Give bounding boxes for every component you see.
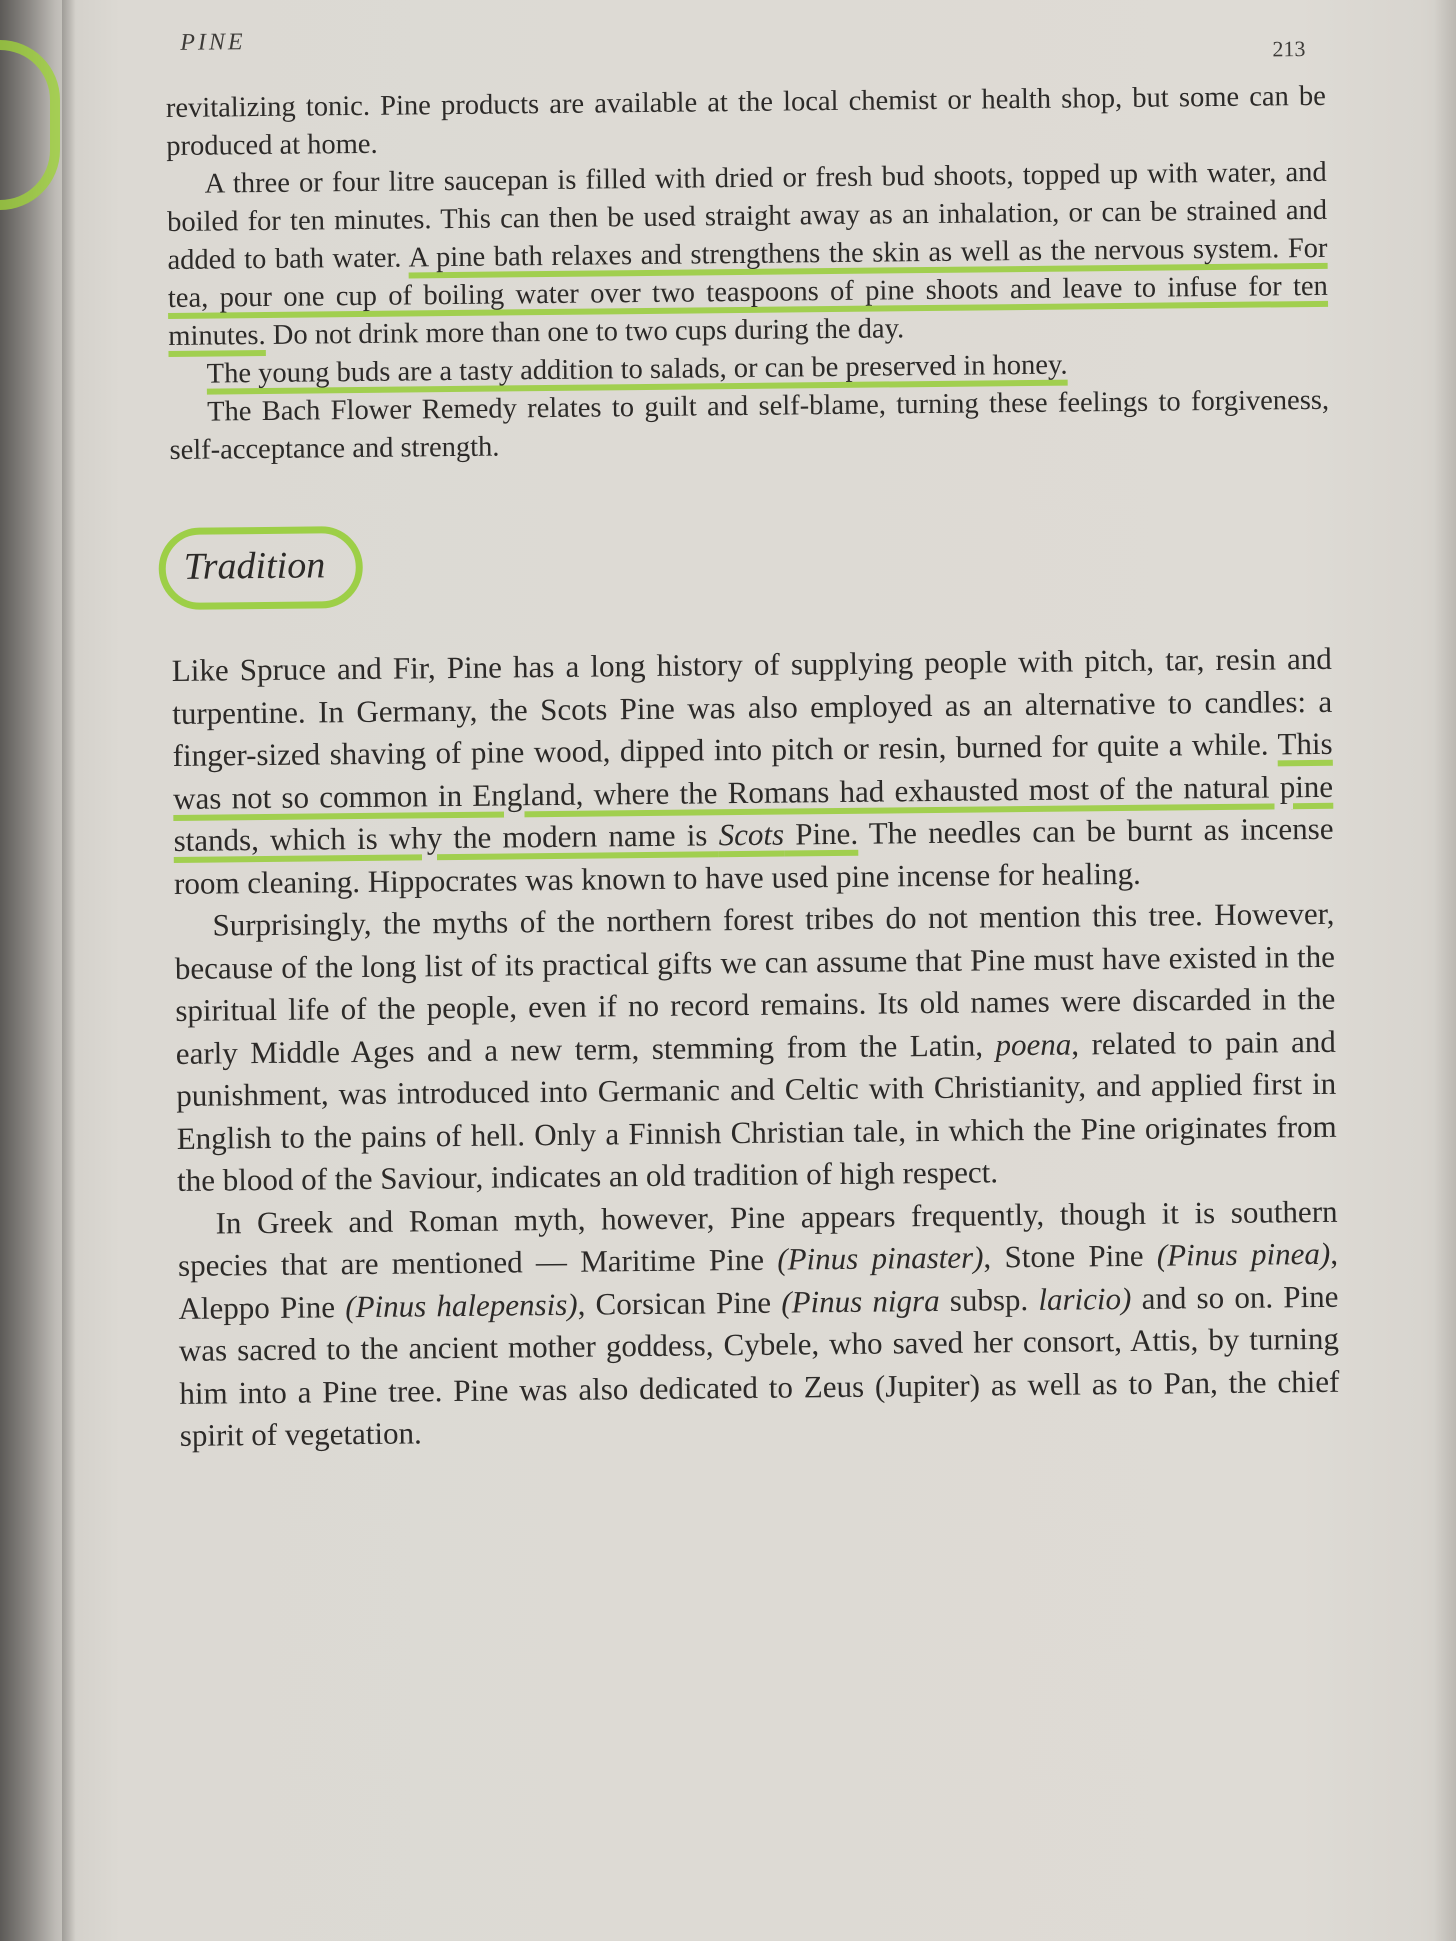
text-run: Like Spruce and Fir, Pine has a long history of supplying people with pitch, tar, resin and turpentine. In Germany, the Scots Pine was also employed as an alternative to candles: a finger-sized shaving of pine wood, dipped into pitch or resin, burned for quite a while. — [171, 640, 1333, 773]
paragraph-spruce-fir — [172, 638, 1335, 905]
running-head — [165, 8, 1326, 90]
text-run: , Aleppo Pine — [178, 1235, 1339, 1326]
tradition-text — [172, 638, 1340, 1458]
paragraph-saucepan — [167, 154, 1329, 356]
book-page — [165, 8, 1340, 1458]
text-run: Surprisingly, the myths of the northern forest tribes do not mention this tree. However, because of the long list of its practical gifts we can assume that Pine must have existed in the spiritual life of the people, even if no record remains. Its old names were discarded in the early Middle Ages and a new term, stemming from the Latin, — [174, 895, 1336, 1071]
text-run: , Corsican Pine — [577, 1284, 782, 1322]
text-run: Do not drink more than one to two cups during the day. — [265, 313, 905, 351]
italic-text: poena — [995, 1026, 1072, 1062]
text-run: and so on. Pine was sacred to the ancient mother goddess, Cybele, who saved her consort, Attis, by turning him into a Pine tree. Pine was also dedicated to Zeus (Jupiter) as well as to Pan, the chief spirit of vegetation. — [178, 1278, 1340, 1453]
text-run: In Greek and Roman myth, however, Pine appears frequently, though it is southern species that are mentioned — Maritime Pine — [177, 1193, 1338, 1283]
upper-text — [166, 78, 1330, 470]
paragraph-greek-roman — [177, 1190, 1340, 1457]
highlighted-text: The young buds are a tasty addition to salads, or can be preserved in honey. — [206, 349, 1068, 390]
paragraph-continuation: revitalizing tonic. Pine products are available at the local chemist or health shop, but some can be produced at home. — [165, 80, 1327, 162]
italic-text: (Pinus pinea) — [1156, 1235, 1331, 1273]
margin-highlighter-mark — [0, 40, 60, 210]
section-heading-circle — [158, 526, 362, 610]
text-run: , Stone Pine — [983, 1237, 1157, 1275]
text-run: This was not so common in England, where the Romans had exhausted most of the natural pine stands, which is why the modern name is — [172, 725, 1334, 858]
italic-text: (Pinus nigra — [781, 1282, 940, 1320]
italic-text: laricio) — [1038, 1280, 1132, 1317]
page-edge-shadow — [1434, 0, 1456, 1941]
section-heading: Tradition — [183, 544, 326, 588]
highlighted-text: A pine bath relaxes and strengthens the skin as well as the nervous system. For tea, pour one cup of boiling water over two teaspoons of pine shoots and leave to infuse for ten minutes. — [167, 232, 1329, 352]
text-run: Pine. — [783, 815, 859, 852]
italic-text: Scots — [718, 816, 785, 853]
text-run: subsp. — [939, 1281, 1039, 1318]
book-spine-shadow — [62, 0, 76, 1941]
paragraph-bach-flower: The Bach Flower Remedy relates to guilt and self-blame, turning these feelings to forgiveness, self-acceptance and strength. — [169, 384, 1330, 466]
paragraph-northern-myths — [174, 893, 1337, 1203]
text-run: A three or four litre saucepan is filled with dried or fresh bud shoots, topped up with water, and boiled for ten minutes. This can then be used straight away as an inhalation, or can be strained and added to bath water. — [166, 156, 1328, 276]
italic-text: (Pinus pinaster) — [777, 1239, 984, 1277]
running-title: PINE — [180, 29, 246, 56]
italic-text: (Pinus halepensis) — [345, 1286, 578, 1324]
text-run: , related to pain and punishment, was introduced into Germanic and Celtic with Christianity, and applied first in English to the pains of hell. Only a Finnish Christian tale, in which the Pine originates from the blood of the Saviour, indicates an old tradition of high respect. — [176, 1023, 1337, 1198]
page-number: 213 — [1272, 36, 1306, 62]
text-run: The needles can be burnt as incense room cleaning. Hippocrates was known to have used pine incense for healing. — [173, 810, 1334, 901]
